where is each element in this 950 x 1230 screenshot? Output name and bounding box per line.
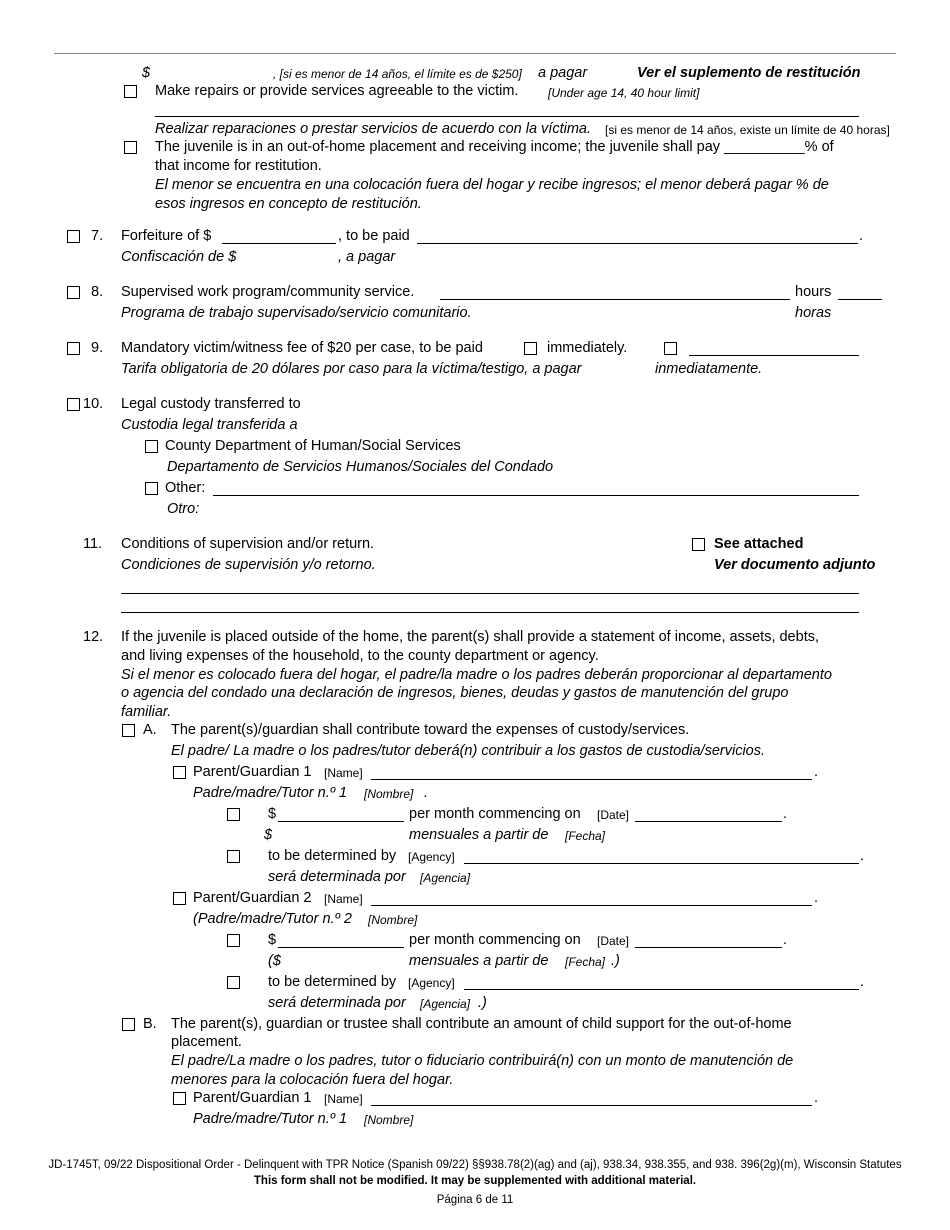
a-parent-2-period: .: [814, 890, 819, 906]
a-parent-2-name-field[interactable]: [371, 905, 812, 906]
income-restitution-checkbox[interactable]: [124, 141, 137, 154]
county-department-checkbox[interactable]: [145, 440, 158, 453]
see-attached-checkbox[interactable]: [692, 538, 705, 551]
item-9-checkbox[interactable]: [67, 342, 80, 355]
restitution-a-pagar: a pagar: [538, 65, 588, 81]
income-restitution-es-2: esos ingresos en concepto de restitución.: [155, 196, 422, 212]
a-parent-2-name-tag: [Name]: [324, 892, 363, 906]
a-p2-tbd-label-es: será determinada por: [268, 995, 406, 1011]
inmediatamente-label: inmediatamente.: [655, 361, 763, 377]
see-restitution-supplement: Ver el suplemento de restitución: [637, 65, 861, 81]
section-a-text-es: El padre/ La madre o los padres/tutor deberá(n) contribuir a los gastos de custodia/servicios.: [171, 743, 766, 759]
immediately-label: immediately.: [547, 340, 628, 356]
item-12-number: 12.: [83, 629, 104, 645]
fee-date-field[interactable]: [689, 355, 859, 356]
other-custody-label-en: Other:: [165, 480, 206, 496]
a-p2-tbd-checkbox[interactable]: [227, 976, 240, 989]
other-custody-label-es: Otro:: [167, 501, 200, 517]
b-parent-1-nombre-tag: [Nombre]: [364, 1113, 414, 1127]
b-parent-1-period: .: [814, 1090, 819, 1106]
statement-text-en-1: If the juvenile is placed outside of the home, the parent(s) shall provide a statement of income, assets, debts,: [121, 629, 819, 645]
form-citation: JD-1745T, 09/22 Dispositional Order - Delinquent with TPR Notice (Spanish 09/22) §§938.78(2)(ag) and (aj), 938.34, 938.355, and 938. 396(2g)(m), Wisconsin Statutes: [48, 1159, 902, 1171]
a-pagar-label-es: , a pagar: [338, 249, 396, 265]
form-notice: This form shall not be modified. It may be supplemented with additional material.: [253, 1175, 697, 1187]
item-8-checkbox[interactable]: [67, 286, 80, 299]
county-department-label-en: County Department of Human/Social Services: [165, 438, 461, 454]
section-b-label: B.: [143, 1016, 157, 1032]
restitution-limit-es: , [si es menor de 14 años, el límite es de $250]: [273, 67, 522, 81]
a-parent-2-label-es: (Padre/madre/Tutor n.º 2: [193, 911, 352, 927]
forfeiture-label-en: Forfeiture of $: [121, 228, 212, 244]
hours-label: hours: [795, 284, 832, 300]
repairs-limit-en: [Under age 14, 40 hour limit]: [548, 86, 700, 100]
conditions-field-line-2[interactable]: [121, 612, 859, 613]
a-parent-2-label-en: Parent/Guardian 2: [193, 890, 312, 906]
a-parent-1-es-period: .: [424, 785, 429, 801]
item-10-checkbox[interactable]: [67, 398, 80, 411]
repairs-limit-es: [si es menor de 14 años, existe un límite de 40 horas]: [605, 123, 890, 137]
a-p2-date-field[interactable]: [635, 947, 782, 948]
b-parent-1-label-es: Padre/madre/Tutor n.º 1: [193, 1111, 348, 1127]
a-p1-tbd-label-es: será determinada por: [268, 869, 406, 885]
to-be-paid-label: , to be paid: [338, 228, 410, 244]
statement-text-es-1: Si el menor es colocado fuera del hogar, el padre/la madre o los padres deberán proporcionar al departamento: [121, 667, 832, 683]
a-p2-agency-period: .: [860, 974, 865, 990]
top-rule: [54, 53, 896, 54]
a-p1-amount-field[interactable]: [278, 821, 404, 822]
section-b-checkbox[interactable]: [122, 1018, 135, 1031]
section-b-text-es-1: El padre/La madre o los padres, tutor o fiduciario contribuirá(n) con un monto de manutención de: [171, 1053, 794, 1069]
ver-adjunto-label: Ver documento adjunto: [714, 557, 876, 573]
repairs-checkbox[interactable]: [124, 85, 137, 98]
section-a-checkbox[interactable]: [122, 724, 135, 737]
a-p1-agency-field[interactable]: [464, 863, 859, 864]
other-date-checkbox[interactable]: [664, 342, 677, 355]
section-a-text-en: The parent(s)/guardian shall contribute toward the expenses of custody/services.: [171, 722, 690, 738]
a-p2-tbd-label: to be determined by: [268, 974, 397, 990]
a-p2-amount-field[interactable]: [278, 947, 404, 948]
b-parent-1-name-field[interactable]: [371, 1105, 812, 1106]
b-parent-1-checkbox[interactable]: [173, 1092, 186, 1105]
a-p1-tbd-checkbox[interactable]: [227, 850, 240, 863]
a-p2-date-tag: [Date]: [597, 934, 630, 948]
immediately-checkbox[interactable]: [524, 342, 537, 355]
restitution-dollar: $: [142, 65, 151, 81]
a-parent-1-nombre-tag: [Nombre]: [364, 787, 414, 801]
item-7-period: .: [859, 228, 864, 244]
legal-custody-label-es: Custodia legal transferida a: [121, 417, 298, 433]
forfeiture-amount-field[interactable]: [222, 243, 336, 244]
a-p2-amount-checkbox[interactable]: [227, 934, 240, 947]
horas-label: horas: [795, 305, 832, 321]
b-parent-1-name-tag: [Name]: [324, 1092, 363, 1106]
a-parent-1-label-es: Padre/madre/Tutor n.º 1: [193, 785, 348, 801]
a-p2-per-month-label: per month commencing on: [409, 932, 581, 948]
a-p1-mensuales-label: mensuales a partir de: [409, 827, 549, 843]
a-p1-agency-period: .: [860, 848, 865, 864]
other-custody-checkbox[interactable]: [145, 482, 158, 495]
forfeiture-payment-field[interactable]: [417, 243, 858, 244]
a-p1-date-field[interactable]: [635, 821, 782, 822]
a-parent-1-checkbox[interactable]: [173, 766, 186, 779]
a-p2-dollar-sign: $: [268, 932, 277, 948]
a-p1-date-period: .: [783, 806, 788, 822]
a-p1-agencia-tag: [Agencia]: [420, 871, 471, 885]
income-restitution-en-1: The juvenile is in an out-of-home placement and receiving income; the juvenile shall pay __________% of: [155, 139, 834, 155]
a-p1-agency-tag: [Agency]: [408, 850, 455, 864]
a-p2-agency-tag: [Agency]: [408, 976, 455, 990]
a-p2-date-period: .: [783, 932, 788, 948]
section-b-text-es-2: menores para la colocación fuera del hogar.: [171, 1072, 454, 1088]
item-11-number: 11.: [83, 536, 103, 552]
a-p1-per-month-label: per month commencing on: [409, 806, 581, 822]
a-p1-date-tag: [Date]: [597, 808, 630, 822]
item-7-checkbox[interactable]: [67, 230, 80, 243]
a-p2-mensuales-label: mensuales a partir de: [409, 953, 549, 969]
conditions-field-line-1[interactable]: [121, 593, 859, 594]
see-attached-label: See attached: [714, 536, 804, 552]
a-parent-1-name-tag: [Name]: [324, 766, 363, 780]
statement-text-es-2: o agencia del condado una declaración de ingresos, bienes, deudas y gastos de manutención del grupo: [121, 685, 789, 701]
a-parent-1-label-en: Parent/Guardian 1: [193, 764, 312, 780]
victim-fee-label-es: Tarifa obligatoria de 20 dólares por caso para la víctima/testigo, a pagar: [121, 361, 582, 377]
community-service-label-en: Supervised work program/community service.: [121, 284, 415, 300]
a-p1-fecha-tag: [Fecha]: [565, 829, 606, 843]
a-p2-fecha-close: .): [611, 953, 620, 969]
forfeiture-label-es: Confiscación de $: [121, 249, 237, 265]
item-7-number: 7.: [91, 228, 104, 244]
a-p2-agency-field[interactable]: [464, 989, 859, 990]
item-10-number: 10.: [83, 396, 104, 412]
a-p2-agencia-close: .): [478, 995, 487, 1011]
section-b-text-en-2: placement.: [171, 1034, 242, 1050]
b-parent-1-label-en: Parent/Guardian 1: [193, 1090, 312, 1106]
community-service-label-es: Programa de trabajo supervisado/servicio comunitario.: [121, 305, 472, 321]
conditions-label-en: Conditions of supervision and/or return.: [121, 536, 375, 552]
community-service-field[interactable]: [440, 299, 790, 300]
a-p2-dollar-es: ($: [268, 953, 281, 969]
item-8-number: 8.: [91, 284, 104, 300]
section-b-text-en-1: The parent(s), guardian or trustee shall contribute an amount of child support for the out-of-home: [171, 1016, 792, 1032]
statement-text-es-3: familiar.: [121, 704, 172, 720]
a-parent-1-name-field[interactable]: [371, 779, 812, 780]
county-department-label-es: Departamento de Servicios Humanos/Sociales del Condado: [167, 459, 554, 475]
other-custody-field[interactable]: [213, 495, 859, 496]
income-restitution-es-1: El menor se encuentra en una colocación fuera del hogar y recibe ingresos; el menor deberá pagar % de: [155, 177, 829, 193]
a-p2-agencia-tag: [Agencia]: [420, 997, 471, 1011]
item-9-number: 9.: [91, 340, 104, 356]
a-parent-2-nombre-tag: [Nombre]: [368, 913, 418, 927]
a-p1-tbd-label: to be determined by: [268, 848, 397, 864]
victim-fee-label-en: Mandatory victim/witness fee of $20 per case, to be paid: [121, 340, 483, 356]
income-restitution-en-2: that income for restitution.: [155, 158, 322, 174]
section-a-label: A.: [143, 722, 157, 738]
a-p1-dollar-sign: $: [268, 806, 277, 822]
conditions-label-es: Condiciones de supervisión y/o retorno.: [121, 557, 376, 573]
repairs-label-en: Make repairs or provide services agreeable to the victim.: [155, 83, 519, 99]
legal-custody-label-en: Legal custody transferred to: [121, 396, 301, 412]
page-number: Página 6 de 11: [436, 1194, 514, 1206]
a-parent-2-checkbox[interactable]: [173, 892, 186, 905]
a-p1-dollar-es: $: [264, 827, 273, 843]
a-p1-amount-checkbox[interactable]: [227, 808, 240, 821]
statement-text-en-2: and living expenses of the household, to the county department or agency.: [121, 648, 599, 664]
repairs-field[interactable]: [155, 116, 859, 117]
a-p2-fecha-tag: [Fecha]: [565, 955, 606, 969]
a-parent-1-period: .: [814, 764, 819, 780]
hours-field[interactable]: [838, 299, 882, 300]
repairs-label-es: Realizar reparaciones o prestar servicios de acuerdo con la víctima.: [155, 121, 592, 137]
